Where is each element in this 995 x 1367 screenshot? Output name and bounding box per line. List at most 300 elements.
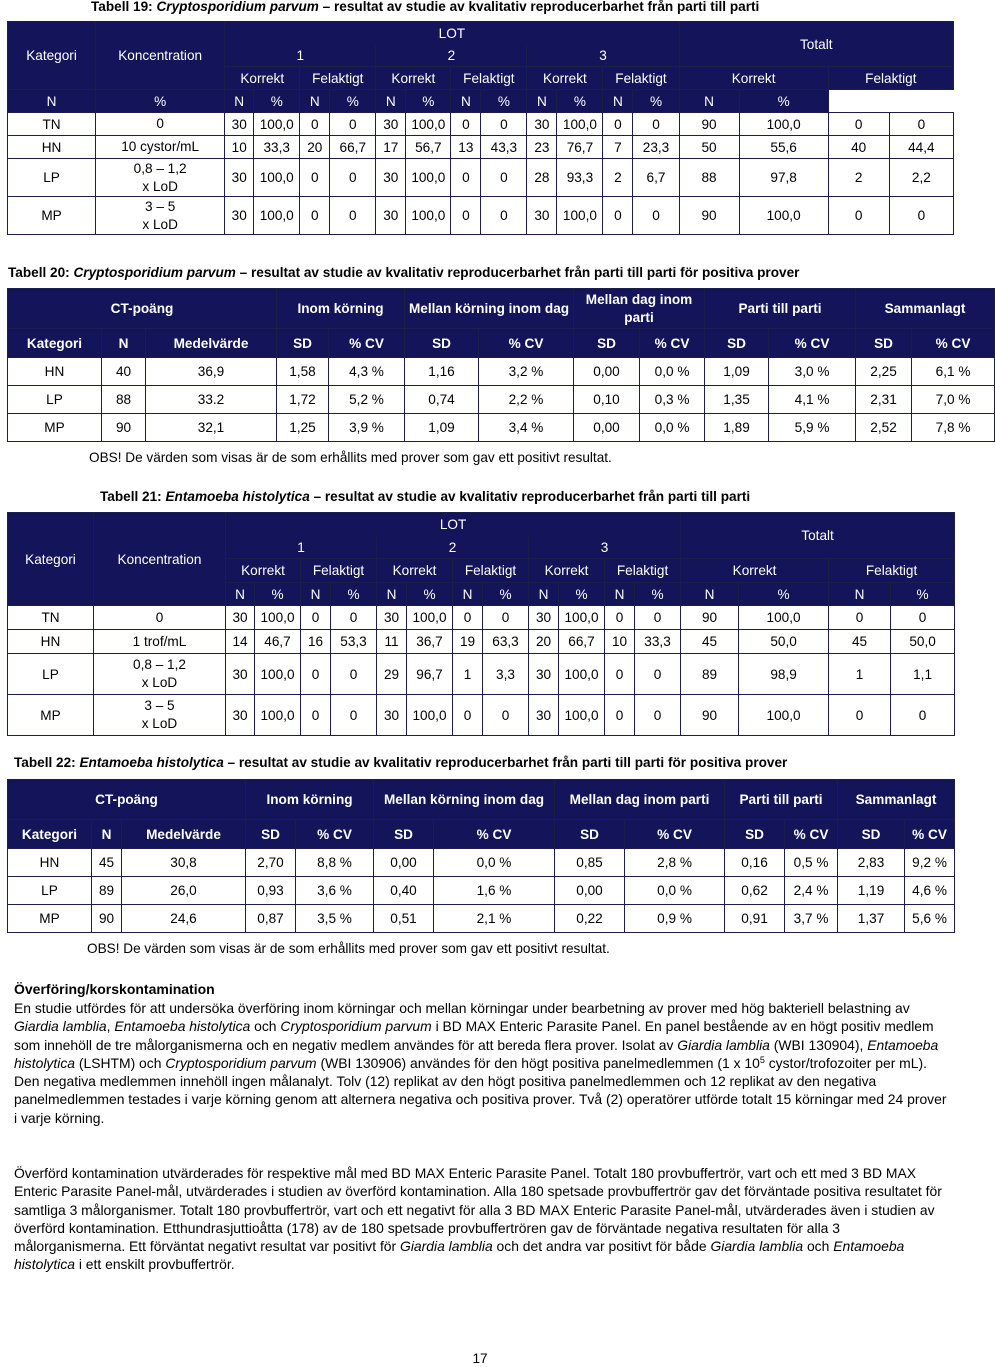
cell-value: 1,37 [838, 905, 905, 933]
header-column: N [102, 329, 146, 358]
header-n: N [679, 90, 739, 113]
cell-value: 66,7 [330, 136, 376, 159]
cell-value: 0 [301, 695, 331, 736]
cell-value: 0 [331, 695, 377, 736]
cell-value: 30 [376, 197, 406, 235]
cell-value: 33,3 [254, 136, 300, 159]
header-group: Inom körning [246, 780, 374, 820]
cell-value: 3,5 % [296, 905, 374, 933]
header-felaktigt: Felaktigt [828, 67, 953, 90]
header-n: N [527, 90, 557, 113]
row-koncentration: 0 [96, 113, 225, 136]
cell-value: HN [8, 849, 92, 877]
header-percent: % [96, 90, 225, 113]
cell-value: 20 [529, 630, 559, 654]
header-percent: % [891, 583, 955, 606]
cell-value: 1,58 [277, 358, 329, 386]
cell-value: 50,0 [739, 630, 829, 654]
header-kategori: Kategori [8, 513, 94, 606]
header-felaktigt: Felaktigt [603, 67, 679, 90]
table-19 [7, 21, 954, 235]
caption-rest: – resultat av studie av kvalitativ reproducerbarhet från parti till parti [318, 0, 760, 14]
cell-value: 45 [681, 630, 739, 654]
header-n: N [225, 90, 254, 113]
cell-value: 100,0 [406, 159, 451, 197]
cell-value: 1,35 [705, 386, 769, 414]
cell-value: 7,0 % [912, 386, 995, 414]
cell-value: 100,0 [739, 695, 829, 736]
header-group: Parti till parti [705, 289, 856, 329]
paragraph-2 [14, 1164, 950, 1274]
header-totalt: Totalt [681, 513, 955, 559]
cell-value: 16 [301, 630, 331, 654]
cell-value: 0 [481, 159, 527, 197]
cell-value: 88 [102, 386, 146, 414]
cell-value: 100,0 [406, 113, 451, 136]
cell-value: 0 [481, 113, 527, 136]
table-22-note: OBS! De värden som visas är de som erhållits med prover som gav ett positivt resultat. [87, 941, 610, 956]
cell-value: 89 [92, 877, 122, 905]
header-column: % CV [329, 329, 405, 358]
header-column: % CV [785, 820, 838, 849]
row-koncentration: 1 trof/mL [94, 630, 226, 654]
cell-value: 0 [605, 606, 635, 630]
cell-value: 0,74 [405, 386, 479, 414]
cell-value: 53,3 [331, 630, 377, 654]
cell-value: 30 [377, 695, 407, 736]
cell-value: 50 [679, 136, 739, 159]
row-kategori: TN [8, 606, 94, 630]
cell-value: 30 [529, 695, 559, 736]
header-group: Mellan dag inom parti [555, 780, 725, 820]
header-column: N [92, 820, 122, 849]
row-koncentration: 0 [94, 606, 226, 630]
table-20-caption [8, 265, 799, 280]
paragraph-1 [14, 999, 950, 1127]
cell-value: 32,1 [146, 414, 277, 442]
header-lot-2: 2 [376, 46, 527, 67]
header-n: N [681, 583, 739, 606]
row-kategori: LP [8, 159, 96, 197]
cell-value: 0 [829, 695, 891, 736]
header-lot-3: 3 [529, 537, 681, 559]
organism-name: Giardia lamblia [400, 1238, 493, 1255]
cell-value: 7 [603, 136, 633, 159]
row-koncentration: 10 cystor/mL [96, 136, 225, 159]
header-felaktigt: Felaktigt [605, 559, 681, 583]
header-percent: % [331, 583, 377, 606]
cell-value: 45 [92, 849, 122, 877]
cell-value: 40 [102, 358, 146, 386]
cell-value: 100,0 [407, 606, 453, 630]
paragraph-1-text: En studie utfördes för att undersöka överföring inom körningar och mellan körningar under bearbetning av prover med hög bakteriell belastning av Giardia lamblia, Entamoeba histolytica och Cryptosporidium parvum i BD MAX Enteric Parasite Panel. En panel bestående av en högt positiv medlem som innehöll de tre målorganismerna och en negativ medlem användes för att bereda flera prover. Isolat av Giardia lamblia (WBI 130904), Entamoeba histolytica (LSHTM) och Cryptosporidium parvum (WBI 130906) användes för den högt positiva panelmedlemmen (1 x $10^5$ cystor/trofozoiter per mL). Den negativa medlemmen innehöll ingen målanalyt. Tolv (12) replikat av den högt positiva panelmedlemmen och 12 replikat av den negativa panelmedlemmen testades i varje körning genom att alternera negativa och positiva prover. Två (2) operatörer utförde totalt 15 körningar med 24 prover i varje körning. [14, 1000, 947, 1126]
cell-value: 45 [829, 630, 891, 654]
header-column: SD [725, 820, 785, 849]
header-koncentration: Koncentration [96, 22, 225, 90]
cell-value: 14 [226, 630, 255, 654]
table-row [8, 414, 995, 442]
cell-value: 0,51 [374, 905, 434, 933]
cell-value: LP [8, 877, 92, 905]
header-column: Medelvärde [146, 329, 277, 358]
cell-value: 0 [301, 606, 331, 630]
table-row [8, 654, 955, 695]
cell-value: 4,6 % [905, 877, 955, 905]
caption-organism: Entamoeba histolytica [165, 489, 310, 504]
header-column: Kategori [8, 329, 102, 358]
cell-value: 0 [451, 197, 481, 235]
header-totalt: Totalt [679, 22, 953, 67]
cell-value: 30 [527, 113, 557, 136]
organism-name: Entamoeba histolytica [114, 1018, 251, 1035]
cell-value: 30 [377, 606, 407, 630]
cell-value: 100,0 [559, 654, 605, 695]
cell-value: MP [8, 414, 102, 442]
header-n: N [603, 90, 633, 113]
cell-value: 0 [605, 695, 635, 736]
cell-value: 0 [300, 113, 330, 136]
cell-value: 100,0 [739, 606, 829, 630]
cell-value: 2 [828, 159, 889, 197]
cell-value: 0 [483, 606, 529, 630]
caption-prefix: Tabell 20: [8, 265, 74, 280]
table-row [8, 136, 954, 159]
cell-value: 0 [635, 654, 681, 695]
cell-value: 3,4 % [479, 414, 574, 442]
header-korrekt: Korrekt [681, 559, 829, 583]
cell-value: 10 [225, 136, 254, 159]
row-koncentration: 0,8 – 1,2 x LoD [96, 159, 225, 197]
cell-value: 20 [300, 136, 330, 159]
cell-value: 50,0 [891, 630, 955, 654]
header-percent: % [739, 583, 829, 606]
header-felaktigt: Felaktigt [453, 559, 529, 583]
table-row [8, 386, 995, 414]
cell-value: 0,3 % [640, 386, 705, 414]
header-felaktigt: Felaktigt [829, 559, 955, 583]
cell-value: 0,10 [574, 386, 640, 414]
cell-value: 0 [891, 695, 955, 736]
cell-value: 8,8 % [296, 849, 374, 877]
header-felaktigt: Felaktigt [301, 559, 377, 583]
cell-value: 0 [483, 695, 529, 736]
cell-value: 98,9 [739, 654, 829, 695]
header-column: % CV [769, 329, 856, 358]
cell-value: 3,3 [483, 654, 529, 695]
cell-value: 0 [635, 606, 681, 630]
cell-value: 90 [679, 113, 739, 136]
cell-value: 33.2 [146, 386, 277, 414]
cell-value: 100,0 [255, 695, 301, 736]
cell-value: 0,00 [574, 358, 640, 386]
cell-value: 90 [679, 197, 739, 235]
cell-value: 0 [605, 654, 635, 695]
cell-value: 6,7 [633, 159, 679, 197]
header-percent: % [254, 90, 300, 113]
cell-value: 6,1 % [912, 358, 995, 386]
cell-value: 4,1 % [769, 386, 856, 414]
cell-value: 89 [681, 654, 739, 695]
cell-value: 2,1 % [434, 905, 555, 933]
caption-prefix: Tabell 19: [91, 0, 157, 14]
organism-name: Cryptosporidium parvum [165, 1054, 317, 1071]
cell-value: 0 [633, 197, 679, 235]
header-percent: % [739, 90, 828, 113]
table-row [8, 630, 955, 654]
cell-value: 97,8 [739, 159, 828, 197]
page-number: 17 [472, 1351, 488, 1366]
header-percent: % [255, 583, 301, 606]
cell-value: 0 [300, 197, 330, 235]
header-n: N [377, 583, 407, 606]
table-21-caption [100, 489, 750, 504]
header-column: SD [856, 329, 912, 358]
header-korrekt: Korrekt [529, 559, 605, 583]
header-group: Mellan körning inom dag [405, 289, 574, 329]
cell-value: 4,3 % [329, 358, 405, 386]
cell-value: 3,2 % [479, 358, 574, 386]
header-column: % CV [479, 329, 574, 358]
cell-value: 23 [527, 136, 557, 159]
header-korrekt: Korrekt [225, 67, 300, 90]
header-korrekt: Korrekt [376, 67, 451, 90]
cell-value: 2,4 % [785, 877, 838, 905]
cell-value: 0 [451, 159, 481, 197]
header-korrekt: Korrekt [377, 559, 453, 583]
table-20-note: OBS! De värden som visas är de som erhållits med prover som gav ett positivt resultat. [89, 450, 612, 465]
cell-value: 2,8 % [625, 849, 725, 877]
cell-value: 0,62 [725, 877, 785, 905]
table-22 [7, 779, 955, 933]
header-group: Sammanlagt [838, 780, 955, 820]
cell-value: 30 [529, 606, 559, 630]
header-percent: % [559, 583, 605, 606]
header-column: SD [574, 329, 640, 358]
cell-value: 30 [225, 197, 254, 235]
cell-value: 100,0 [557, 113, 603, 136]
header-column: SD [555, 820, 625, 849]
cell-value: 0 [300, 159, 330, 197]
cell-value: 2,70 [246, 849, 296, 877]
caption-rest: – resultat av studie av kvalitativ reproducerbarhet från parti till parti [309, 489, 751, 504]
cell-value: 0 [829, 606, 891, 630]
cell-value: 0 [330, 113, 376, 136]
header-kategori: Kategori [8, 22, 96, 90]
cell-value: 100,0 [557, 197, 603, 235]
header-percent: % [483, 583, 529, 606]
cell-value: 2,31 [856, 386, 912, 414]
cell-value: 23,3 [633, 136, 679, 159]
header-column: SD [246, 820, 296, 849]
cell-value: 3,7 % [785, 905, 838, 933]
cell-value: 0 [889, 197, 953, 235]
cell-value: 90 [681, 606, 739, 630]
cell-value: 30,8 [122, 849, 246, 877]
row-kategori: MP [8, 695, 94, 736]
table-row [8, 606, 955, 630]
header-koncentration: Koncentration [94, 513, 226, 606]
cell-value: 2,2 % [479, 386, 574, 414]
header-felaktigt: Felaktigt [300, 67, 376, 90]
cell-value: 66,7 [559, 630, 605, 654]
cell-value: 0 [453, 606, 483, 630]
header-column: SD [277, 329, 329, 358]
cell-value: 1 [829, 654, 891, 695]
cell-value: 1,1 [891, 654, 955, 695]
cell-value: 36,9 [146, 358, 277, 386]
cell-value: 0 [331, 606, 377, 630]
cell-value: 0,16 [725, 849, 785, 877]
cell-value: 17 [376, 136, 406, 159]
table-20 [7, 288, 995, 442]
caption-organism: Cryptosporidium parvum [73, 265, 236, 280]
table-row [8, 358, 995, 386]
header-column: % CV [912, 329, 995, 358]
paragraph-2-text: Överförd kontamination utvärderades för respektive mål med BD MAX Enteric Parasite Panel. Totalt 180 provbuffertrör, vart och ett med 3 BD MAX Enteric Parasite Panel-mål, utvärderades i studien av överförd kontamination. Alla 180 spetsade provbuffertrör gav det förväntade positiva resultatet för samtliga 3 målorganismer. Totalt 180 provbuffertrör, vart och ett negativt för alla 3 BD MAX Enteric Parasite Panel-mål, utvärderades även i studien av överförd kontamination. Etthundrasjuttioåtta (178) av de 180 spetsade provbuffertrören gav de förväntade negativa resultaten för alla 3 målorganismerna. Ett förväntat negativt resultat var positivt för Giardia lamblia och det andra var positivt för både Giardia lamblia och Entamoeba histolytica i ett enskilt provbuffertrör. [14, 1165, 942, 1273]
header-percent: % [635, 583, 681, 606]
header-felaktigt: Felaktigt [451, 67, 527, 90]
cell-value: 2,83 [838, 849, 905, 877]
row-koncentration: 3 – 5 x LoD [96, 197, 225, 235]
header-percent: % [407, 583, 453, 606]
row-koncentration: 3 – 5 x LoD [94, 695, 226, 736]
cell-value: 0,91 [725, 905, 785, 933]
header-lot-1: 1 [226, 537, 377, 559]
cell-value: 1,72 [277, 386, 329, 414]
cell-value: 76,7 [557, 136, 603, 159]
cell-value: 0 [481, 197, 527, 235]
table-row [8, 695, 955, 736]
header-lot-3: 3 [527, 46, 679, 67]
header-group: Parti till parti [725, 780, 838, 820]
cell-value: 1 [453, 654, 483, 695]
cell-value: 0,00 [374, 849, 434, 877]
cell-value: 0 [889, 113, 953, 136]
header-group: Mellan dag inom parti [574, 289, 705, 329]
cell-value: 100,0 [254, 197, 300, 235]
header-n: N [226, 583, 255, 606]
header-lot-2: 2 [377, 537, 529, 559]
header-n: N [8, 90, 96, 113]
cell-value: 3,9 % [329, 414, 405, 442]
table-row [8, 905, 955, 933]
header-group: Mellan körning inom dag [374, 780, 555, 820]
cell-value: 1,09 [705, 358, 769, 386]
header-n: N [376, 90, 406, 113]
row-kategori: MP [8, 197, 96, 235]
header-n: N [300, 90, 330, 113]
header-n: N [529, 583, 559, 606]
cell-value: 5,6 % [905, 905, 955, 933]
caption-rest: – resultat av studie av kvalitativ reproducerbarhet från parti till parti för positiva prover [223, 755, 788, 770]
cell-value: 0,0 % [640, 358, 705, 386]
header-column: % CV [625, 820, 725, 849]
cell-value: 24,6 [122, 905, 246, 933]
header-lot: LOT [226, 513, 681, 537]
header-n: N [605, 583, 635, 606]
cell-value: 0,22 [555, 905, 625, 933]
cell-value: 100,0 [559, 695, 605, 736]
cell-value: 0 [603, 113, 633, 136]
cell-value: 30 [376, 159, 406, 197]
organism-name: Giardia lamblia [14, 1018, 107, 1035]
cell-value: 0,0 % [434, 849, 555, 877]
organism-name: Giardia lamblia [677, 1036, 770, 1053]
cell-value: 100,0 [407, 695, 453, 736]
cell-value: 30 [225, 159, 254, 197]
cell-value: 90 [681, 695, 739, 736]
cell-value: 29 [377, 654, 407, 695]
cell-value: 43,3 [481, 136, 527, 159]
cell-value: 0 [330, 197, 376, 235]
table-row [8, 159, 954, 197]
header-column: % CV [905, 820, 955, 849]
header-percent: % [406, 90, 451, 113]
header-lot-1: 1 [225, 46, 376, 67]
cell-value: 63,3 [483, 630, 529, 654]
cell-value: 0 [330, 159, 376, 197]
cell-value: 100,0 [255, 606, 301, 630]
header-group: Sammanlagt [856, 289, 995, 329]
caption-organism: Cryptosporidium parvum [156, 0, 319, 14]
cell-value: 30 [226, 606, 255, 630]
cell-value: 5,9 % [769, 414, 856, 442]
organism-name: Giardia lamblia [710, 1238, 804, 1255]
cell-value: 30 [226, 654, 255, 695]
cell-value: 33,3 [635, 630, 681, 654]
organism-name: Cryptosporidium parvum [280, 1018, 432, 1035]
cell-value: 0 [453, 695, 483, 736]
header-lot: LOT [225, 22, 679, 46]
cell-value: 90 [102, 414, 146, 442]
cell-value: 0 [633, 113, 679, 136]
header-column: % CV [434, 820, 555, 849]
cell-value: 19 [453, 630, 483, 654]
cell-value: 0,00 [574, 414, 640, 442]
header-percent: % [330, 90, 376, 113]
cell-value: 30 [527, 197, 557, 235]
cell-value: 0,87 [246, 905, 296, 933]
cell-value: 2,25 [856, 358, 912, 386]
cell-value: 0 [451, 113, 481, 136]
table-row [8, 113, 954, 136]
header-column: SD [405, 329, 479, 358]
cell-value: 26,0 [122, 877, 246, 905]
table-22-caption [14, 755, 787, 770]
cell-value: 0 [603, 197, 633, 235]
header-column: % CV [640, 329, 705, 358]
caption-organism: Entamoeba histolytica [79, 755, 224, 770]
cell-value: 0,00 [555, 877, 625, 905]
header-n: N [829, 583, 891, 606]
cell-value: 11 [377, 630, 407, 654]
row-kategori: LP [8, 654, 94, 695]
header-column: % CV [296, 820, 374, 849]
cell-value: 2,2 [889, 159, 953, 197]
cell-value: 100,0 [254, 113, 300, 136]
cell-value: 100,0 [559, 606, 605, 630]
row-kategori: TN [8, 113, 96, 136]
cell-value: 1,6 % [434, 877, 555, 905]
cell-value: 13 [451, 136, 481, 159]
cell-value: 100,0 [739, 197, 828, 235]
cell-value: 0 [828, 113, 889, 136]
cell-value: 1,19 [838, 877, 905, 905]
table-row [8, 849, 955, 877]
cell-value: LP [8, 386, 102, 414]
header-group: CT-poäng [8, 289, 277, 329]
cell-value: 90 [92, 905, 122, 933]
